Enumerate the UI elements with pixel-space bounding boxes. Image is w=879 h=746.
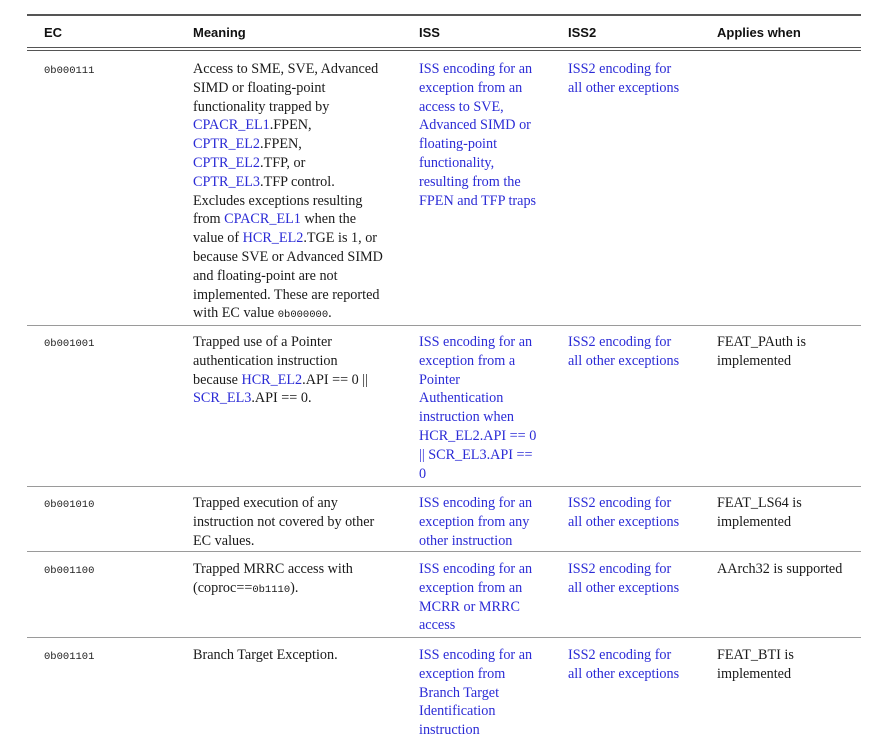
applies-when-cell (717, 560, 862, 579)
meaning-text: functionality trapped by (193, 98, 330, 115)
meaning-text: SIMD or floating-point (193, 79, 326, 96)
iss2-link[interactable] (568, 333, 703, 371)
iss-text: exception from an (419, 79, 523, 96)
iss-text: floating-point (419, 136, 498, 153)
register-link[interactable]: HCR_EL2 (241, 371, 303, 388)
iss-text: ISS encoding for an (419, 495, 533, 511)
applies-text: AArch32 is supported (717, 561, 843, 577)
register-link[interactable]: CPTR_EL2 (193, 136, 261, 153)
meaning-text: Excludes exceptions resulting (193, 192, 363, 209)
header-iss: ISS (419, 25, 440, 40)
applies-text: FEAT_BTI is (717, 647, 794, 663)
meaning-cell (193, 60, 401, 325)
iss-text: HCR_EL2.API == 0 (419, 427, 537, 444)
applies-text: FEAT_LS64 is (717, 495, 802, 511)
iss2-link[interactable] (568, 560, 703, 598)
meaning-text: Access to SME, SVE, Advanced (193, 61, 379, 77)
iss2-text: ISS2 encoding for (568, 647, 672, 663)
register-link[interactable]: CPACR_EL1 (193, 117, 270, 134)
iss-text: ISS encoding for an (419, 561, 533, 577)
meaning-text: value of (193, 230, 240, 247)
iss-text: Authentication (419, 390, 504, 407)
iss-text: ISS encoding for an (419, 61, 533, 77)
applies-when-cell (717, 646, 862, 684)
coproc-code-inline: 0b1110 (252, 583, 291, 596)
iss-text: instruction when (419, 409, 514, 426)
iss-text: functionality, (419, 154, 495, 171)
applies-text: implemented (717, 513, 792, 530)
iss-text: 0 (419, 465, 427, 482)
ec-value: 0b001100 (44, 565, 95, 577)
row-divider (27, 486, 861, 487)
row-divider (27, 325, 861, 326)
table-row (27, 333, 861, 487)
register-link[interactable]: HCR_EL2 (242, 230, 304, 247)
header-ec: EC (44, 25, 63, 40)
meaning-text: EC values. (193, 532, 255, 549)
iss-text: Branch Target (419, 684, 500, 701)
register-link[interactable]: CPTR_EL2 (193, 154, 261, 171)
register-link[interactable]: CPACR_EL1 (224, 211, 301, 228)
applies-when-cell (717, 333, 862, 371)
meaning-text: and floating-point are not (193, 267, 338, 284)
iss2-text: all other exceptions (568, 665, 680, 682)
ec-value: 0b001010 (44, 499, 95, 511)
meaning-text: Trapped execution of any (193, 495, 338, 511)
iss-link[interactable] (419, 646, 554, 740)
meaning-text: Branch Target Exception. (193, 647, 338, 663)
ec-value: 0b000111 (44, 65, 95, 77)
iss-text: exception from an (419, 579, 523, 596)
table-row (27, 560, 861, 638)
meaning-text: .TGE is 1, or (303, 230, 378, 247)
iss2-text: ISS2 encoding for (568, 495, 672, 511)
ec-value: 0b001001 (44, 338, 95, 350)
meaning-text: when the (304, 211, 357, 228)
meaning-text: .TFP, or (260, 154, 306, 171)
iss2-text: ISS2 encoding for (568, 561, 672, 577)
header-meaning: Meaning (193, 25, 246, 40)
iss-link[interactable] (419, 60, 554, 210)
iss2-text: ISS2 encoding for (568, 61, 672, 77)
meaning-text: .TFP control. (260, 173, 335, 190)
ec-value: 0b001101 (44, 651, 95, 663)
iss2-text: ISS2 encoding for (568, 334, 672, 350)
iss-text: Pointer (419, 371, 460, 388)
applies-text: FEAT_PAuth is (717, 334, 806, 350)
meaning-cell (193, 333, 401, 408)
table-row (27, 646, 861, 746)
meaning-text: .API == 0 || (302, 371, 368, 388)
meaning-text: Trapped use of a Pointer (193, 334, 332, 350)
meaning-text: because (193, 371, 238, 388)
meaning-text: because SVE or Advanced SIMD (193, 248, 383, 265)
iss2-link[interactable] (568, 60, 703, 98)
meaning-cell (193, 646, 401, 665)
header-iss2: ISS2 (568, 25, 597, 40)
meaning-text: authentication instruction (193, 352, 338, 369)
meaning-text: Trapped MRRC access with (193, 561, 353, 577)
register-link[interactable]: CPTR_EL3 (193, 173, 261, 190)
meaning-text: (coproc== (193, 579, 253, 596)
iss2-link[interactable] (568, 494, 703, 532)
iss-text: other instruction (419, 532, 513, 549)
applies-when-cell (717, 494, 862, 532)
meaning-text: .FPEN, (260, 136, 302, 153)
iss-link[interactable] (419, 333, 554, 483)
iss-text: access (419, 617, 456, 634)
row-divider (27, 637, 861, 638)
iss-text: || SCR_EL3.API == (419, 446, 533, 463)
iss-text: resulting from the (419, 173, 521, 190)
table-top-rule (27, 14, 861, 16)
meaning-text: with EC value (193, 305, 275, 322)
iss-text: exception from (419, 665, 506, 682)
iss-text: exception from a (419, 352, 516, 369)
iss-text: Identification (419, 703, 496, 720)
iss2-link[interactable] (568, 646, 703, 684)
iss-text: instruction (419, 722, 480, 739)
meaning-text: .API == 0. (251, 390, 312, 407)
table-row (27, 60, 861, 326)
iss-link[interactable] (419, 560, 554, 635)
iss2-text: all other exceptions (568, 79, 680, 96)
ec-code-inline: 0b000000 (277, 309, 329, 322)
iss-text: MCRR or MRRC (419, 598, 520, 615)
iss-text: ISS encoding for an (419, 334, 533, 350)
meaning-cell (193, 560, 401, 600)
meaning-text: instruction not covered by other (193, 513, 375, 530)
meaning-text: from (193, 211, 221, 228)
meaning-text: .FPEN, (269, 117, 312, 134)
meaning-text: . (328, 305, 332, 322)
header-rule-lower (27, 50, 861, 51)
iss2-text: all other exceptions (568, 352, 680, 369)
iss-text: access to SVE, (419, 98, 504, 115)
meaning-text: implemented. These are reported (193, 286, 380, 303)
iss-text: ISS encoding for an (419, 647, 533, 663)
header-applies-when: Applies when (717, 25, 801, 40)
iss-link[interactable] (419, 494, 554, 550)
iss2-text: all other exceptions (568, 513, 680, 530)
meaning-cell (193, 494, 401, 550)
iss-text: exception from any (419, 513, 530, 530)
iss2-text: all other exceptions (568, 579, 680, 596)
iss-text: FPEN and TFP traps (419, 192, 537, 209)
register-link[interactable]: SCR_EL3 (193, 390, 252, 407)
header-rule-upper (27, 47, 861, 48)
table-row (27, 494, 861, 552)
row-divider (27, 551, 861, 552)
applies-text: implemented (717, 665, 792, 682)
applies-text: implemented (717, 352, 792, 369)
meaning-text: ). (290, 579, 299, 596)
iss-text: Advanced SIMD or (419, 117, 531, 134)
